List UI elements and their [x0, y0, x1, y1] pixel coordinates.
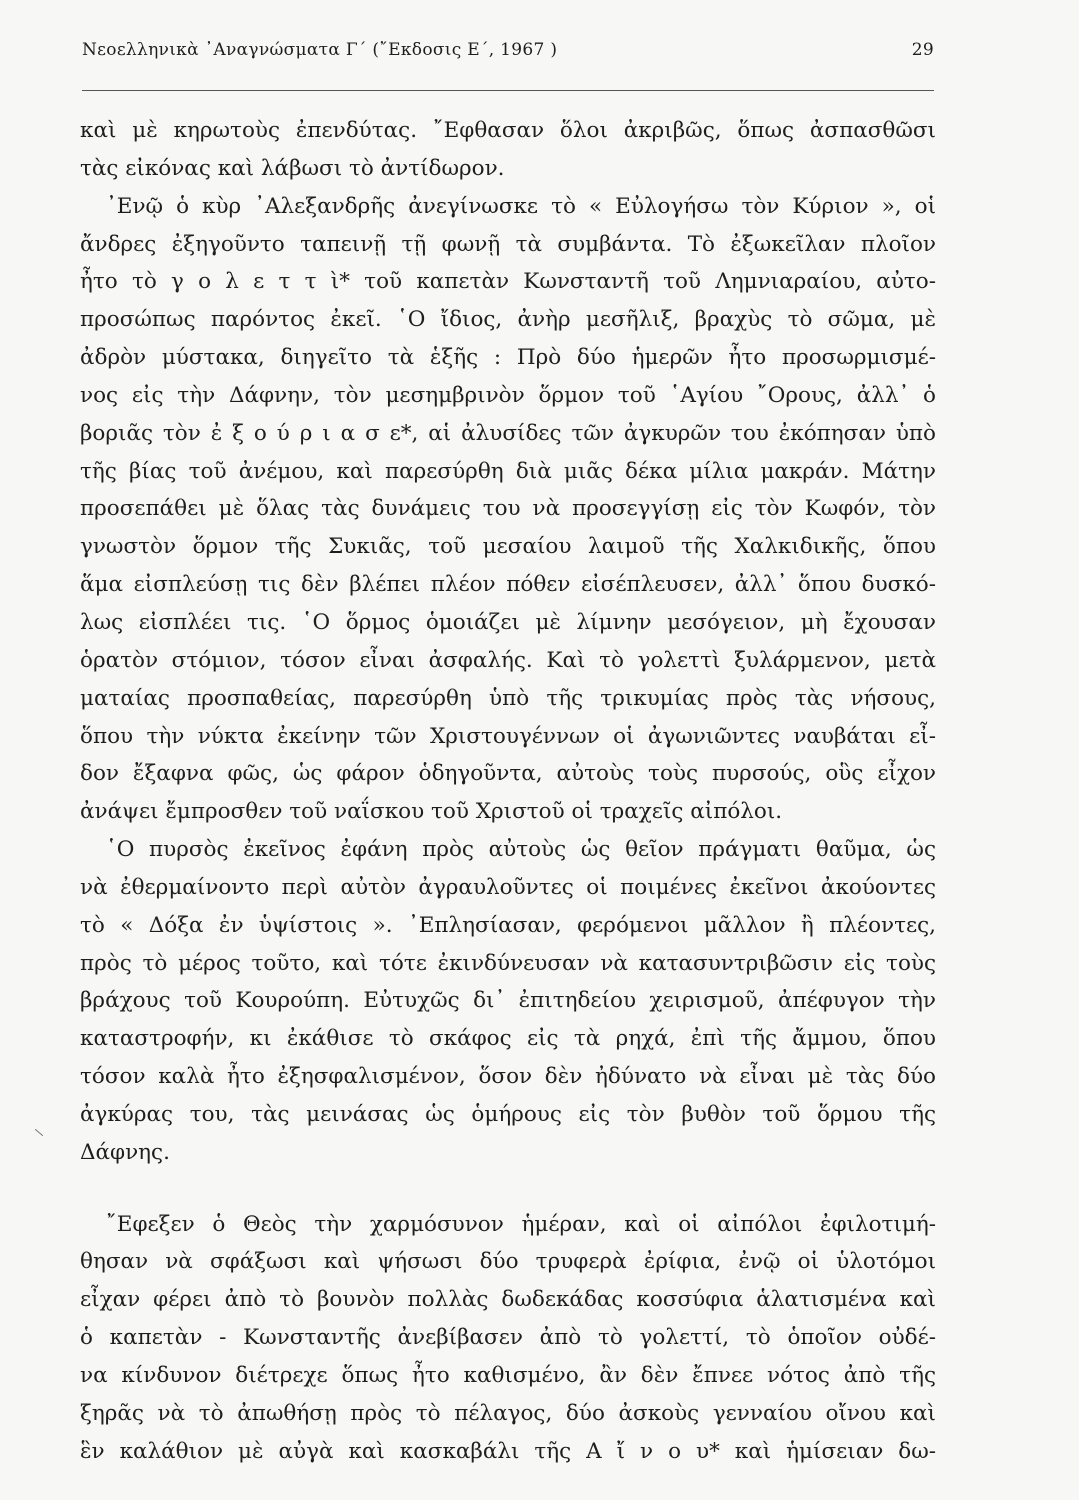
header-rule — [82, 90, 934, 91]
text-line: ᾿Ενῷ ὁ κὺρ ᾿Αλεξανδρῆς ἀνεγίνωσκε τὸ « Εὐλογήσω τὸν Κύριον », οἱ — [106, 193, 936, 219]
text-line: τὸ « Δόξα ἐν ὑψίστοις ». ᾿Επλησίασαν, φερόμενοι μᾶλλον ἢ πλέοντες, — [80, 912, 936, 938]
text-line: ὁρατὸν στόμιον, τόσον εἶναι ἀσφαλής. Καὶ τὸ γολεττὶ ξυλάρμενον, μετὰ — [80, 647, 936, 673]
text-line: ξηρᾶς νὰ τὸ ἀπωθήσῃ πρὸς τὸ πέλαγος, δύο ἀσκοὺς γενναίου οἴνου καὶ — [80, 1400, 936, 1426]
page-header — [82, 40, 934, 60]
text-line: ὅπου τὴν νύκτα ἐκείνην τῶν Χριστουγέννων οἱ ἀγωνιῶντες ναυβάται εἶ- — [80, 723, 936, 749]
text-line: τόσον καλὰ ἦτο ἐξησφαλισμένον, ὅσον δὲν ἠδύνατο νὰ εἶναι μὲ τὰς δύο — [80, 1064, 936, 1090]
text-line: δον ἔξαφνα φῶς, ὡς φάρον ὁδηγοῦντα, αὐτοὺς τοὺς πυρσούς, οὓς εἶχον — [80, 761, 936, 787]
text-line: ἅμα εἰσπλεύσῃ τις δὲν βλέπει πλέον πόθεν εἰσέπλευσεν, ἀλλ᾿ ὅπου δυσκό- — [80, 572, 936, 598]
text-line: βράχους τοῦ Κουρούπη. Εὐτυχῶς δι᾿ ἐπιτηδείου χειρισμοῦ, ἀπέφυγον τὴν — [80, 988, 936, 1014]
text-line: ῾Ο πυρσὸς ἐκεῖνος ἐφάνη πρὸς αὐτοὺς ὡς θεῖον πράγματι θαῦμα, ὡς — [106, 837, 936, 863]
text-line: ὁ καπετὰν - Κωνσταντῆς ἀνεβίβασεν ἀπὸ τὸ γολεττί, τὸ ὁποῖον οὐδέ- — [80, 1325, 936, 1351]
text-line: ματαίας προσπαθείας, παρεσύρθη ὑπὸ τῆς τρικυμίας πρὸς τὰς νήσους, — [80, 685, 936, 711]
text-line: πρὸς τὸ μέρος τοῦτο, καὶ τότε ἐκινδύνευσαν νὰ κατασυντριβῶσιν εἰς τοὺς — [80, 950, 936, 976]
text-line: ῎Εφεξεν ὁ Θεὸς τὴν χαρμόσυνον ἡμέραν, καὶ οἱ αἰπόλοι ἐφιλοτιμή- — [106, 1211, 936, 1237]
body-text — [80, 112, 936, 1471]
paragraph-gap — [80, 1172, 936, 1206]
text-line: καταστροφήν, κι ἐκάθισε τὸ σκάφος εἰς τὰ ρηχά, ἐπὶ τῆς ἄμμου, ὅπου — [80, 1026, 936, 1052]
text-line: εἶχαν φέρει ἀπὸ τὸ βουνὸν πολλὰς δωδεκάδας κοσσύφια ἁλατισμένα καὶ — [80, 1287, 936, 1313]
text-line: ἀδρὸν μύστακα, διηγεῖτο τὰ ἑξῆς : Πρὸ δύο ἡμερῶν ἦτο προσωρμισμέ- — [80, 345, 936, 371]
text-line: Δάφνης. — [80, 1139, 170, 1165]
text-line: νὰ ἐθερμαίνοντο περὶ αὐτὸν ἀγραυλοῦντες οἱ ποιμένες ἐκεῖνοι ἀκούοντες — [80, 874, 936, 900]
text-line: ἦτο τὸ γ ο λ ε τ τ ὶ* τοῦ καπετὰν Κωνσταντῆ τοῦ Λημνιαραίου, αὐτο- — [80, 269, 936, 295]
stray-mark — [35, 1129, 43, 1136]
text-line: ἓν καλάθιον μὲ αὐγὰ καὶ κασκαβάλι τῆς Α ἴ ν ο υ* καὶ ἡμίσειαν δω- — [80, 1438, 936, 1464]
text-line: καὶ μὲ κηρωτοὺς ἐπενδύτας. ῎Εφθασαν ὅλοι ἀκριβῶς, ὅπως ἀσπασθῶσι — [80, 118, 936, 143]
text-line: προσώπως παρόντος ἐκεῖ. ῾Ο ἴδιος, ἀνὴρ μεσῆλιξ, βραχὺς τὸ σῶμα, μὲ — [80, 307, 936, 333]
text-line: νος εἰς τὴν Δάφνην, τὸν μεσημβρινὸν ὅρμον τοῦ ῾Αγίου ῎Ορους, ἀλλ᾿ ὁ — [80, 382, 936, 408]
text-line: γνωστὸν ὅρμον τῆς Συκιᾶς, τοῦ μεσαίου λαιμοῦ τῆς Χαλκιδικῆς, ὅπου — [80, 534, 936, 560]
text-line: θησαν νὰ σφάξωσι καὶ ψήσωσι δύο τρυφερὰ ἐρίφια, ἐνῷ οἱ ὑλοτόμοι — [80, 1249, 936, 1275]
page-number: 29 — [911, 40, 934, 60]
text-line: προσεπάθει μὲ ὅλας τὰς δυνάμεις του νὰ προσεγγίσῃ εἰς τὸν Κωφόν, τὸν — [80, 496, 936, 522]
text-line: ἄνδρες ἐξηγοῦντο ταπεινῇ τῇ φωνῇ τὰ συμβάντα. Τὸ ἐξωκεῖλαν πλοῖον — [80, 231, 936, 257]
text-line: ἀγκύρας του, τὰς μεινάσας ὡς ὁμήρους εἰς τὸν βυθὸν τοῦ ὅρμου τῆς — [80, 1101, 936, 1127]
text-line: τῆς βίας τοῦ ἀνέμου, καὶ παρεσύρθη διὰ μιᾶς δέκα μίλια μακράν. Μάτην — [80, 458, 936, 484]
text-line: βοριᾶς τὸν ἐ ξ ο ύ ρ ι α σ ε*, αἱ ἀλυσίδες τῶν ἀγκυρῶν του ἐκόπησαν ὑπὸ — [80, 420, 936, 446]
running-title: Νεοελληνικὰ ᾿Αναγνώσματα Γ΄ (῎Εκδοσις Ε΄, 1967 ) — [82, 40, 558, 60]
text-line: τὰς εἰκόνας καὶ λάβωσι τὸ ἀντίδωρον. — [80, 155, 505, 181]
text-line: λως εἰσπλέει τις. ῾Ο ὅρμος ὁμοιάζει μὲ λίμνην μεσόγειον, μὴ ἔχουσαν — [80, 609, 936, 635]
text-line: να κίνδυνον διέτρεχε ὅπως ἦτο καθισμένο, ἂν δὲν ἔπνεε νότος ἀπὸ τῆς — [80, 1363, 936, 1388]
text-line: ἀνάψει ἔμπροσθεν τοῦ ναΐσκου τοῦ Χριστοῦ οἱ τραχεῖς αἰπόλοι. — [80, 799, 783, 825]
